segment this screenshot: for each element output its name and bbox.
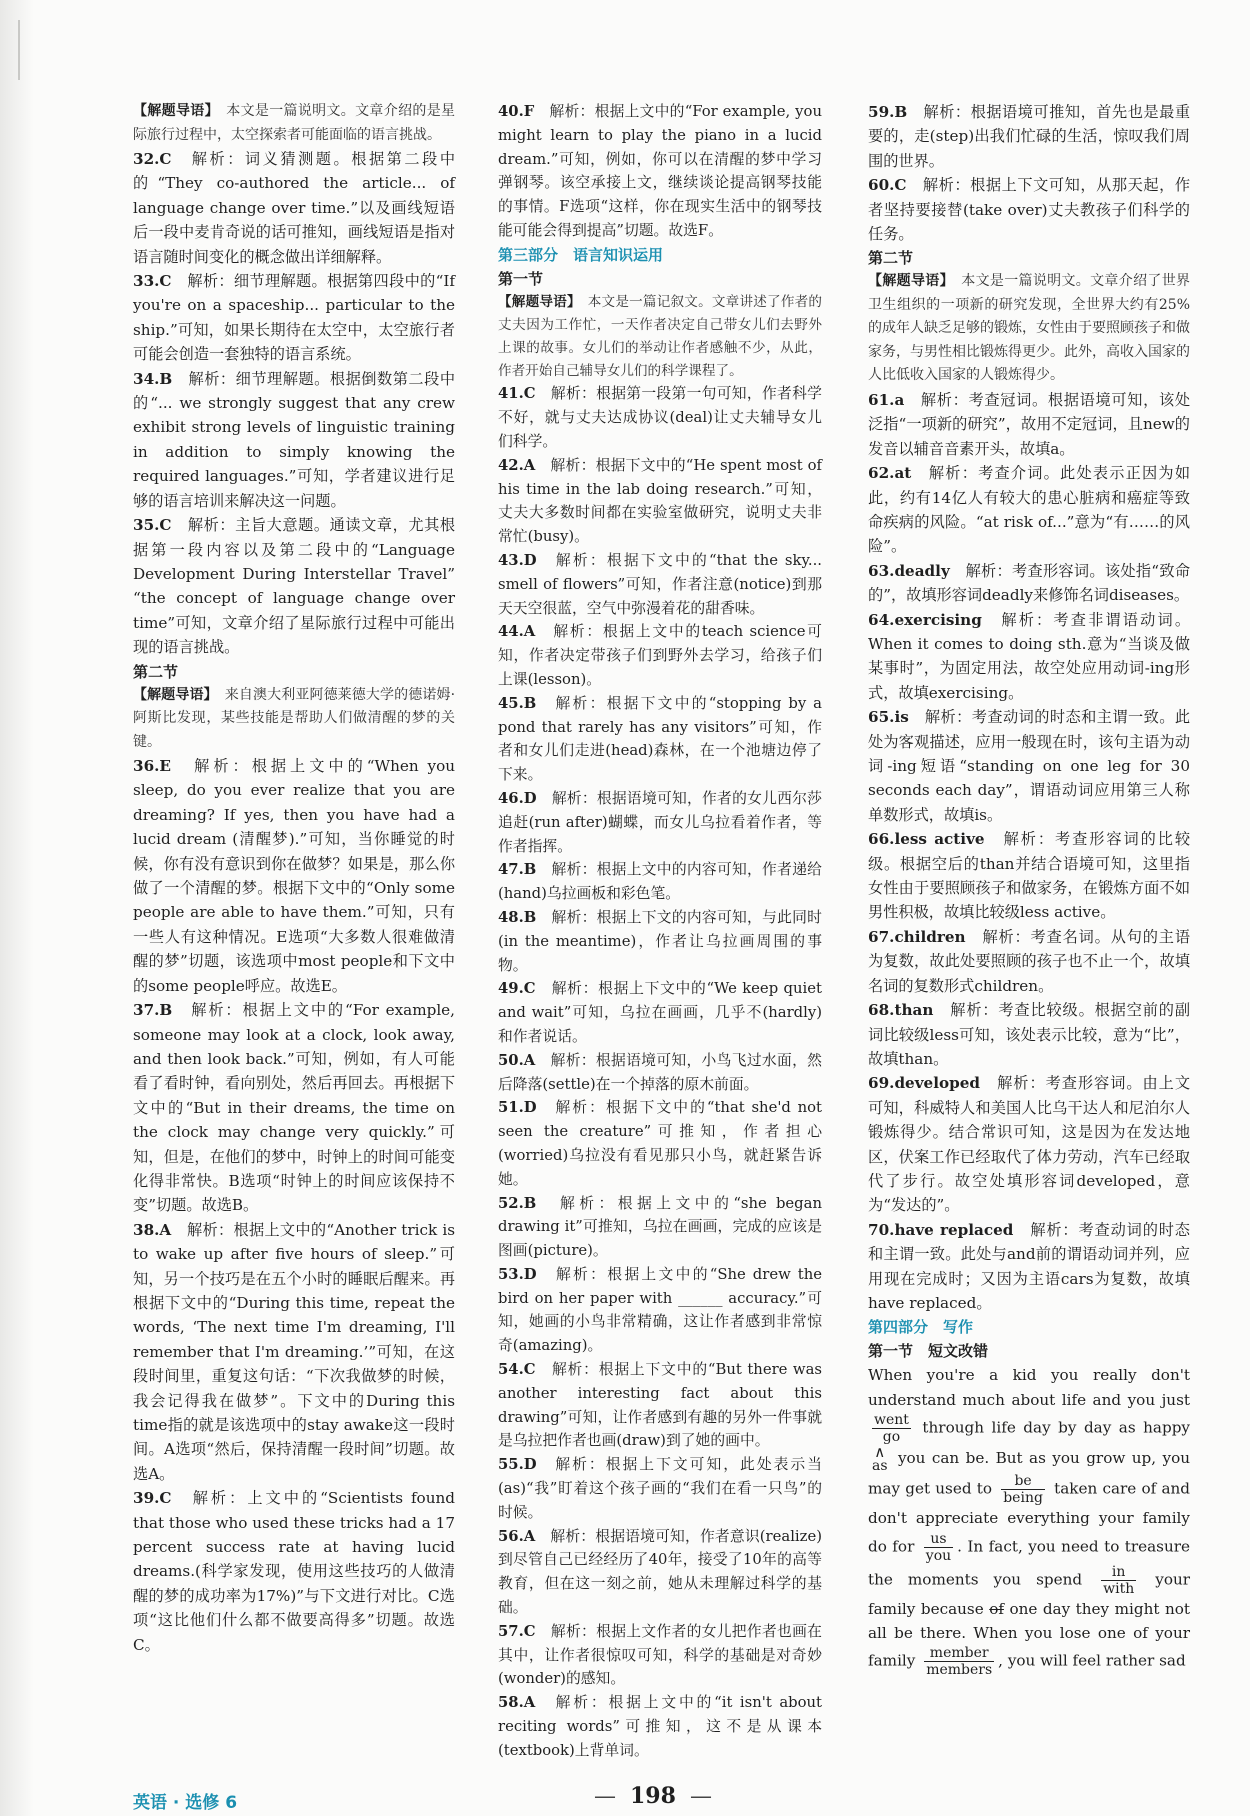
answer-explanation: 解析：考查比较级。根据空前的副词比较级less可知，该处表示比较，意为“比”，故填than。 (868, 1001, 1191, 1068)
original-word: being (1003, 1490, 1043, 1507)
answer-explanation: 解析：根据上下文中的“We keep quiet and wait”可知，乌拉在画画，几乎不(hardly)和作者说话。 (498, 980, 822, 1045)
inserted-word: as (872, 1458, 888, 1475)
answer-number: 66. (868, 830, 895, 849)
part-heading: 第四部分 写作 (868, 1318, 974, 1337)
answer-number: 42.A (498, 456, 536, 474)
answer-explanation: 解析：根据上文中的“she began drawing it”可推知，乌拉在画画，完成的应该是图画(picture)。 (498, 1194, 822, 1260)
answer-explanation: 解析：考查形容词的比较级。根据空后的than并结合语境可知，这里指女性由于要照顾孩子和做家务，在锻炼方面不如男性积极，故填比较级less active。 (868, 830, 1191, 922)
answer-explanation: 解析：根据下文中的“that the sky... smell of flowers”可知，作者注意(notice)到那天天空很蓝，空气中弥漫着花的甜香味。 (498, 551, 822, 617)
answer-explanation: 解析：考查名词。从句的主语为复数，故此处要照顾的孩子也不止一个，故填名词的复数形式children。 (868, 927, 1191, 995)
guide-text: 本文是一篇记叙文。文章讲述了作者的丈夫因为工作忙，一天作者决定自己带女儿们去野外上课的故事。女儿们的举动让作者感触不少，从此，作者开始自己辅导女儿们的科学课程了。 (498, 293, 823, 379)
answer-keyword: children (894, 927, 966, 946)
answer-explanation: 解析：根据下文中的“He spent most of his time in the lab doing research.”可知，丈夫大多数时间都在实验室做研究，说明丈夫非常忙(busy)。 (498, 456, 822, 546)
answer-item (498, 1263, 822, 1358)
answer-explanation: 解析：根据上文中的“For example, someone may look at a clock, look away, and then look back.”可知，例如，有人可能看了看时钟，看向别处，然后再回去。再根据下文中的“But in their dreams, the time on the clock may change very quickly.”可知，但是，在他们的梦中，时钟上的时间可能变化得非常快。B选项“时钟上的时间应该保持不变”切题。故选B。 (133, 1001, 456, 1215)
answer-item (498, 977, 822, 1048)
correction-mark (1101, 1564, 1136, 1597)
reading-guide (133, 100, 455, 147)
page-number-value: 198 (630, 1783, 676, 1809)
part-heading: 第三部分 语言知识运用 (498, 245, 664, 264)
column-2 (498, 100, 822, 1763)
column-1 (133, 100, 455, 1657)
guide-text: 来自澳大利亚阿德莱德大学的德诺姆·阿斯比发现，某些技能是帮助人们做清醒的梦的关键。 (133, 686, 456, 750)
answer-explanation: 解析：根据第一段第一句可知，作者科学不好，就与丈夫达成协议(deal)让丈夫辅导女儿们科学。 (498, 385, 822, 450)
answer-explanation: 解析：细节理解题。根据第四段中的“If you're on a spaceship... particular to the ship.”可知，如果长期待在太空中，太空旅行者可能会创造一套独特的语言系统。 (133, 272, 455, 364)
answer-explanation: 解析：根据上下文可知，此处表示当(as)“我”盯着这个孩子画的“我们在看一只鸟”的时候。 (498, 1456, 822, 1521)
answer-number: 52.B (498, 1194, 537, 1212)
insertion-mark (872, 1445, 888, 1473)
binding-line (18, 20, 20, 80)
answer-keyword: is (894, 708, 909, 727)
answer-keyword: deadly (894, 561, 950, 580)
answer-explanation: 解析：根据上文中的“Another trick is to wake up after five hours of sleep.”可知，另一个技巧是在五个小时的睡眠后醒来。再根据下文中的“During this time, repeat the words, ‘The next time I'm dreaming, I'll remember that I'm dreaming.’”可知，在这段时间里，重复这句话：“下次我做梦的时候，我会记得我在做梦”。下文中的During this time指的就是该选项中的stay awake这一段时间。A选项“然后，保持清醒一段时间”切题。故选A。 (133, 1220, 456, 1483)
answer-number: 57.C (498, 1622, 536, 1640)
correction-mark (924, 1645, 994, 1678)
original-word: members (926, 1662, 993, 1679)
page-edge-shadow (0, 0, 34, 1816)
answer-item (498, 1049, 822, 1097)
answer-item (498, 1525, 822, 1620)
answer-item (868, 827, 1190, 925)
answer-number: 67. (868, 927, 895, 946)
answer-item (133, 367, 455, 513)
answer-item (133, 998, 455, 1218)
answer-list (868, 100, 1190, 246)
page-number (580, 1783, 726, 1809)
answer-explanation: 解析：考查动词的时态和主谓一致。此处与and前的谓语动词并列，应用现在完成时；又因为主语cars为复数，故填have replaced。 (868, 1220, 1190, 1312)
passage-text: . In fact, you need to treasure the moments you spend (868, 1537, 1191, 1589)
answer-item (868, 559, 1190, 608)
answer-number: 53.D (498, 1265, 537, 1283)
answer-number: 44.A (498, 623, 536, 641)
answer-item (498, 549, 822, 620)
reading-guide (133, 684, 455, 755)
answer-number: 55.D (498, 1456, 537, 1474)
answer-item (868, 388, 1190, 461)
correction-mark (872, 1412, 911, 1445)
answer-number: 39.C (133, 1489, 172, 1508)
answer-explanation: 解析：根据上文中的内容可知，作者递给(hand)乌拉画板和彩色笔。 (498, 861, 822, 903)
answer-explanation: 解析：考查动词的时态和主谓一致。此处为客观描述，应用一般现在时，该句主语为动词-ing短语“standing on one leg for 30 seconds each day”，谓语动词应用第三人称单数形式，故填is。 (868, 708, 1191, 824)
answer-item (498, 1358, 822, 1453)
answer-item (498, 1691, 822, 1762)
answer-explanation: 解析：词义猜测题。根据第二段中的“They co-authored the article... of language change over time.”以及画线短语后一段中麦肯奇说的话可推知，画线短语是指对语言随时间变化的概念做出详细解释。 (133, 150, 456, 266)
answer-item (498, 787, 822, 858)
passage-text: , you will feel rather sad (998, 1651, 1186, 1670)
answer-number: 54.C (498, 1361, 536, 1379)
answer-number: 33.C (133, 272, 172, 291)
answer-number: 34.B (133, 369, 173, 388)
answer-list (498, 382, 822, 1762)
answer-item (498, 100, 822, 243)
guide-tag: 【解题导语】 (868, 273, 947, 290)
passage-text: taken care of and don't appreciate everything your family do for (868, 1479, 1191, 1556)
passage-text: through life day by day as happy (922, 1418, 1191, 1437)
answer-item (868, 100, 1190, 173)
answer-number: 38.A (133, 1220, 172, 1239)
answer-keyword: than (894, 1001, 934, 1020)
guide-tag: 【解题导语】 (498, 293, 574, 310)
answer-number: 47.B (498, 861, 537, 879)
answer-explanation: 解析：根据上文中的“When you sleep, do you ever realize that you are dreaming? If yes, then you have had a lucid dream (清醒梦).”可知，当你睡觉的时候，你有没有意识到你在做梦？如果是，那么你做了一个清醒的梦。根据下文中的“Only some people are able to have them.”可知，只有一些人有这种情况。E选项“大多数人很难做清醒的梦”切题，该选项中most people和下文中的some people呼应。故选E。 (133, 757, 456, 995)
answer-explanation: 解析：根据语境可知，作者意识(realize)到尽管自己已经经历了40年，接受了10年的高等教育，但在这一刻之前，她从未理解过科学的基础。 (498, 1527, 822, 1617)
answer-explanation: 解析：考查冠词。根据语境可知，该处泛指“一项新的研究”，故用不定冠词，且new的发音以辅音音素开头，故填a。 (868, 390, 1191, 458)
answer-number: 61. (868, 390, 895, 409)
answer-number: 35.C (133, 516, 172, 535)
answer-list (868, 388, 1190, 1315)
section-heading: 第一节 短文改错 (868, 1342, 989, 1361)
answer-item (498, 454, 822, 549)
book-title: 英语 · 选修 6 (133, 1793, 238, 1813)
passage-text: When you're a kid you really don't understand much about life and you just (868, 1366, 1190, 1409)
passage-text: one day they might not all be there. When you lose one of your family (868, 1599, 1190, 1670)
answer-number: 36.E (133, 757, 171, 776)
correction-answer: went (874, 1412, 909, 1429)
answer-item (133, 754, 455, 998)
answer-number: 48.B (498, 908, 537, 926)
answer-number: 43.D (498, 551, 537, 569)
answer-explanation: 解析：考查非谓语动词。When it comes to doing sth.意为“当谈及做某事时”，为固定用法，故空处应用动词-ing形式，故填exercising。 (868, 610, 1191, 702)
answer-explanation: 解析：考查介词。此处表示正因为如此，约有14亿人有较大的患心脏病和癌症等致命疾病的风险。“at risk of...”意为“有……的风险”。 (868, 464, 1191, 556)
answer-number: 51.D (498, 1099, 537, 1117)
answer-number: 50.A (498, 1051, 536, 1069)
answer-item (133, 147, 455, 269)
answer-item (133, 269, 455, 367)
answer-item (133, 1218, 455, 1486)
column-3 (868, 100, 1190, 1678)
answer-explanation: 解析：根据上下文可知，从那天起，作者坚持要接替(take over)丈夫教孩子们科学的任务。 (868, 176, 1191, 244)
passage-text: you can be. But as you grow up, you may get used to (868, 1449, 1191, 1498)
answer-keyword: developed (894, 1074, 981, 1093)
guide-text: 本文是一篇说明文。文章介绍的是星际旅行过程中，太空探索者可能面临的语言挑战。 (133, 103, 456, 143)
original-word: with (1103, 1580, 1135, 1597)
answer-keyword: less active (894, 830, 985, 849)
answer-explanation: 解析：考查形容词。该处指“致命的”，故填形容词deadly来修饰名词diseases。 (868, 561, 1191, 605)
answer-keyword: have replaced (894, 1220, 1014, 1239)
answer-list (133, 754, 455, 1657)
correction-answer: us (924, 1531, 953, 1548)
answer-keyword: at (894, 464, 912, 483)
answer-item (868, 608, 1190, 706)
correction-mark (924, 1531, 953, 1564)
answer-keyword: exercising (894, 610, 982, 629)
section-heading: 第二节 (868, 249, 914, 268)
answer-number: 70. (868, 1220, 895, 1239)
answer-item (498, 1096, 822, 1191)
reading-guide (498, 291, 822, 383)
answer-explanation: 解析：根据语境可知，作者的女儿西尔莎追赶(run after)蝴蝶，而女儿乌拉看着作者，等作者指挥。 (498, 789, 822, 855)
reading-guide (868, 270, 1190, 388)
answer-item (498, 858, 822, 906)
answer-list (133, 147, 455, 660)
answer-explanation: 解析：根据上文作者的女儿把作者也画在其中，让作者很惊叹可知，科学的基础是对奇妙(wonder)的感知。 (498, 1622, 822, 1688)
answer-explanation: 解析：根据上文中的“it isn't about reciting words”可推知，这不是从课本(textbook)上背单词。 (498, 1694, 822, 1759)
section-heading: 第一节 (498, 269, 544, 288)
answer-item (868, 998, 1190, 1071)
answer-number: 40.F (498, 103, 535, 120)
caret-symbol: ∧ (874, 1443, 886, 1462)
original-word: go (882, 1429, 901, 1446)
answer-explanation: 解析：根据下文中的“that she'd not seen the creature”可推知，作者担心(worried)乌拉没有看见那只小鸟，就赶紧告诉她。 (498, 1099, 822, 1188)
correction-answer: be (1001, 1473, 1045, 1490)
correction-answer: member (924, 1645, 994, 1662)
answer-number: 46.D (498, 789, 537, 807)
answer-explanation: 解析：主旨大意题。通读文章，尤其根据第一段内容以及第二段中的“Language Development During Interstellar Travel” “the concept of language change over time”可知，文章介绍了星际旅行过程中可能出现的语言挑战。 (133, 516, 456, 657)
answer-item (868, 705, 1190, 827)
guide-tag: 【解题导语】 (133, 686, 211, 703)
answer-item (498, 906, 822, 977)
answer-item (498, 692, 822, 787)
answer-item (498, 620, 822, 691)
answer-item (868, 925, 1190, 998)
answer-item (868, 1071, 1190, 1217)
answer-number: 41.C (498, 385, 536, 403)
answer-number: 56.A (498, 1527, 536, 1545)
answer-item (868, 1218, 1190, 1316)
answer-item (498, 382, 822, 453)
answer-explanation: 解析：根据上下文中的“But there was another interesting fact about this drawing”可知，让作者感到有趣的另外一件事就是乌拉把作者也画(draw)到了她的画中。 (498, 1361, 822, 1450)
deleted-word: of (989, 1599, 1004, 1618)
answer-number: 62. (868, 464, 895, 483)
answer-number: 37.B (133, 1001, 173, 1020)
answer-item (133, 513, 455, 659)
answer-number: 63. (868, 561, 895, 580)
answer-number: 58.A (498, 1694, 536, 1712)
guide-tag: 【解题导语】 (133, 103, 212, 119)
correction-answer: in (1101, 1564, 1136, 1581)
answer-number: 49.C (498, 980, 536, 998)
page-dash-left: — (594, 1784, 616, 1809)
answer-item (868, 173, 1190, 246)
answer-explanation: 解析：考查形容词。由上文可知，科威特人和美国人比乌干达人和尼泊尔人锻炼得少。结合常识可知，这是因为在发达地区，伏案工作已经取代了体力劳动，汽车已经取代了步行。故空处填形容词developed，意为“发达的”。 (868, 1074, 1191, 1215)
answer-number: 59.B (868, 103, 908, 121)
answer-explanation: 解析：根据语境可推知，首先也是最重要的，走(step)出我们忙碌的生活，惊叹我们周围的世界。 (868, 103, 1191, 170)
answer-number: 45.B (498, 694, 537, 712)
answer-explanation: 解析：根据上文中的“For example, you might learn to play the piano in a lucid dream.”可知，例如，你可以在清醒的梦中学习弹钢琴。该空承接上文，继续谈论提高钢琴技能的事情。F选项“这样，你在现实生活中的钢琴技能可能会得到提高”切题。故选F。 (498, 103, 822, 239)
answer-item (498, 1192, 822, 1263)
original-word: you (925, 1547, 952, 1564)
answer-explanation: 解析：根据上文中的“She drew the bird on her paper with ______ accuracy.”可知，她画的小鸟非常精确，这让作者感到非常惊奇(amazing)。 (498, 1265, 822, 1355)
answer-explanation: 解析：上文中的“Scientists found that those who used these tricks had a 17 percent success rate at having lucid dreams.(科学家发现，使用这些技巧的人做清醒的梦的成功率为17%)”与下文进行对比。C选项“这比他们什么都不做要高得多”切题。故选C。 (133, 1489, 456, 1654)
answer-item (868, 461, 1190, 559)
answer-number: 65. (868, 708, 895, 727)
answer-explanation: 解析：细节理解题。根据倒数第二段中的“... we strongly suggest that any crew exhibit strong levels of linguistic training in addition to simply knowing the required languages.”可知，学者建议进行足够的语言培训来解决这一问题。 (133, 369, 456, 510)
answer-number: 64. (868, 610, 895, 629)
answer-keyword: a (894, 390, 905, 409)
answer-number: 68. (868, 1001, 895, 1020)
answer-explanation: 解析：根据上文中的teach science可知，作者决定带孩子们到野外去学习，给孩子们上课(lesson)。 (498, 623, 822, 688)
answer-number: 69. (868, 1074, 895, 1093)
correction-mark (1001, 1473, 1045, 1506)
answer-item (498, 1453, 822, 1524)
passage-text: your family because (868, 1570, 1191, 1618)
answer-explanation: 解析：根据语境可知，小鸟飞过水面，然后降落(settle)在一个掉落的原木前面。 (498, 1051, 822, 1093)
answer-number: 32.C (133, 150, 172, 168)
answer-explanation: 解析：根据上下文的内容可知，与此同时(in the meantime)，作者让乌拉画周围的事物。 (498, 908, 822, 974)
answer-item (498, 1620, 822, 1691)
page-dash-right: — (689, 1784, 712, 1809)
section-heading: 第二节 (133, 662, 179, 681)
answer-number: 60.C (868, 176, 907, 195)
answer-explanation: 解析：根据下文中的“stopping by a pond that rarely has any visitors”可知，作者和女儿们走进(head)森林，在一个池塘边停了下来。 (498, 694, 822, 784)
guide-text: 本文是一篇说明文。文章介绍了世界卫生组织的一项新的研究发现，全世界大约有25%的成年人缺乏足够的锻炼，女性由于要照顾孩子和做家务，与男性相比锻炼得更少。此外，高收入国家的人比低收入国家的人锻炼得少。 (868, 273, 1191, 384)
answer-item (133, 1486, 455, 1657)
error-correction-passage (868, 1363, 1190, 1678)
